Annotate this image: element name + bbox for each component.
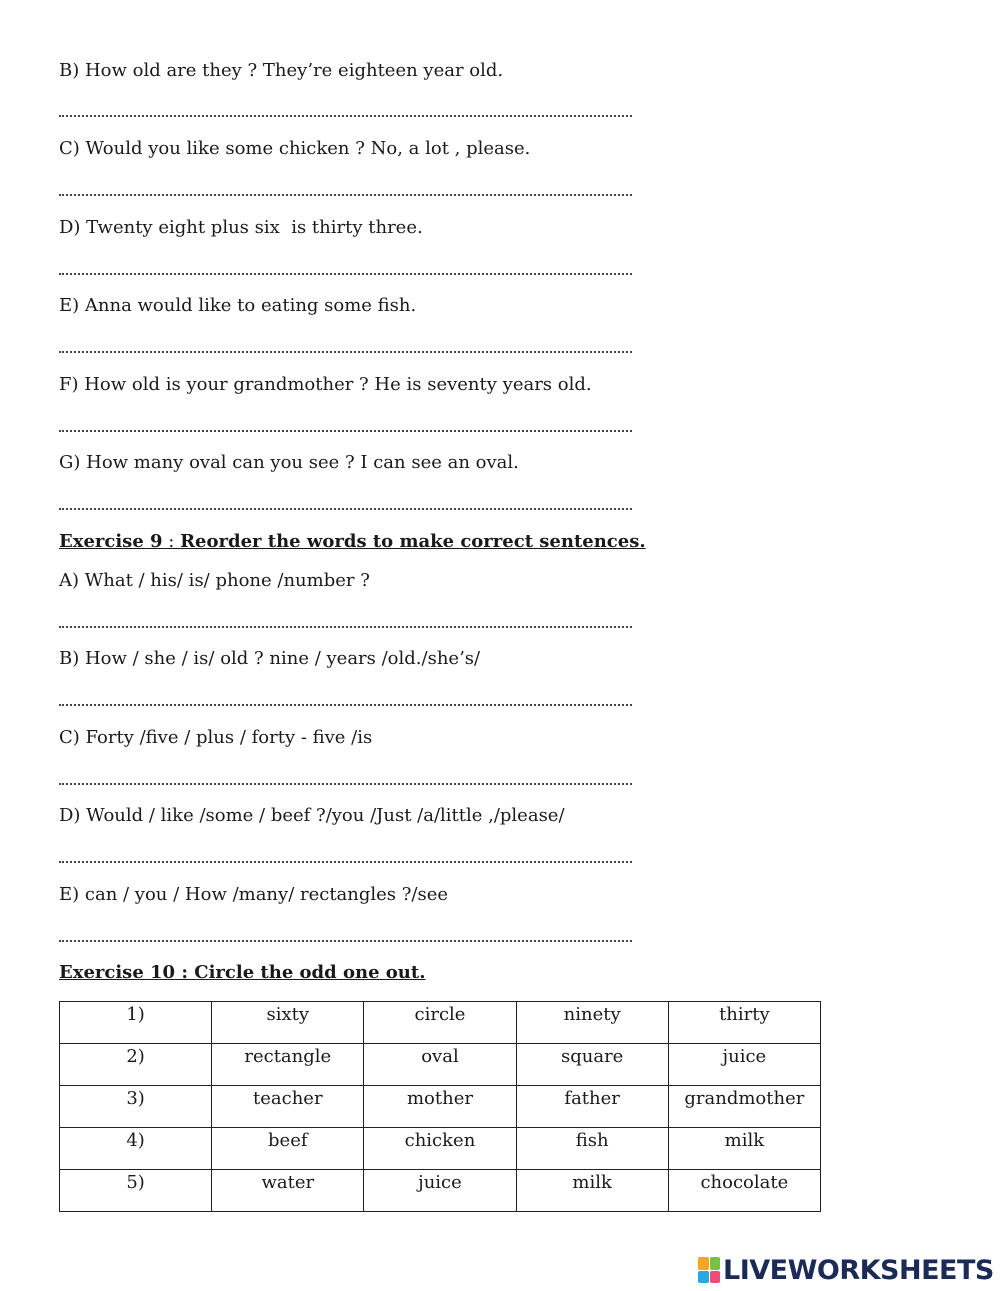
logo-tile — [710, 1257, 721, 1270]
row-number: 2) — [60, 1044, 212, 1086]
word-cell[interactable]: water — [212, 1170, 364, 1212]
sentence-g: G) How many oval can you see ? I can see an oval. — [59, 452, 519, 473]
row-number: 4) — [60, 1128, 212, 1170]
word-cell[interactable]: thirty — [668, 1002, 820, 1044]
word-cell[interactable]: mother — [364, 1086, 516, 1128]
word-cell[interactable]: rectangle — [212, 1044, 364, 1086]
reorder-b: B) How / she / is/ old ? nine / years /old./she’s/ — [59, 648, 481, 669]
word-cell[interactable]: beef — [212, 1128, 364, 1170]
exercise-9-title: Exercise 9 — [59, 531, 163, 552]
table-row — [60, 1044, 821, 1086]
answer-line[interactable] — [59, 506, 632, 510]
liveworksheets-logo[interactable] — [698, 1254, 994, 1286]
reorder-a: A) What / his/ is/ phone /number ? — [59, 570, 370, 591]
answer-line[interactable] — [59, 859, 632, 863]
answer-line[interactable] — [59, 938, 632, 942]
reorder-e: E) can / you / How /many/ rectangles ?/see — [59, 884, 449, 905]
word-cell[interactable]: teacher — [212, 1086, 364, 1128]
word-cell[interactable]: grandmother — [668, 1086, 820, 1128]
sentence-b: B) How old are they ? They’re eighteen year old. — [59, 60, 504, 81]
answer-line[interactable] — [59, 349, 632, 353]
word-cell[interactable]: fish — [516, 1128, 668, 1170]
answer-line[interactable] — [59, 113, 632, 117]
table-row — [60, 1128, 821, 1170]
answer-line[interactable] — [59, 781, 632, 785]
sentence-f: F) How old is your grandmother ? He is seventy years old. — [59, 374, 592, 395]
word-cell[interactable]: father — [516, 1086, 668, 1128]
table-row — [60, 1086, 821, 1128]
row-number: 5) — [60, 1170, 212, 1212]
odd-one-out-table — [59, 1001, 821, 1212]
reorder-c: C) Forty /five / plus / forty - five /is — [59, 727, 373, 748]
word-cell[interactable]: ninety — [516, 1002, 668, 1044]
exercise-9-heading — [59, 530, 646, 554]
exercise-10-heading: Exercise 10 : Circle the odd one out. — [59, 962, 426, 983]
table-row — [60, 1002, 821, 1044]
word-cell[interactable]: milk — [516, 1170, 668, 1212]
liveworksheets-icon — [698, 1257, 720, 1283]
word-cell[interactable]: circle — [364, 1002, 516, 1044]
reorder-d: D) Would / like /some / beef ?/you /Just /a/little ,/please/ — [59, 805, 565, 826]
table-row — [60, 1170, 821, 1212]
logo-tile — [710, 1271, 721, 1284]
sentence-d: D) Twenty eight plus six is thirty three. — [59, 217, 423, 238]
word-cell[interactable]: juice — [364, 1170, 516, 1212]
word-cell[interactable]: square — [516, 1044, 668, 1086]
logo-tile — [698, 1257, 709, 1270]
word-cell[interactable]: chocolate — [668, 1170, 820, 1212]
word-cell[interactable]: juice — [668, 1044, 820, 1086]
brand-name: LIVEWORKSHEETS — [723, 1254, 994, 1286]
word-cell[interactable]: oval — [364, 1044, 516, 1086]
word-cell[interactable]: milk — [668, 1128, 820, 1170]
word-cell[interactable]: chicken — [364, 1128, 516, 1170]
row-number: 1) — [60, 1002, 212, 1044]
logo-tile — [698, 1271, 709, 1284]
sentence-c: C) Would you like some chicken ? No, a lot , please. — [59, 138, 531, 159]
answer-line[interactable] — [59, 192, 632, 196]
word-cell[interactable]: sixty — [212, 1002, 364, 1044]
answer-line[interactable] — [59, 271, 632, 275]
sentence-e: E) Anna would like to eating some fish. — [59, 295, 417, 316]
answer-line[interactable] — [59, 702, 632, 706]
row-number: 3) — [60, 1086, 212, 1128]
exercise-9-colon: : — [162, 531, 181, 552]
exercise-9-instruction: Reorder the words to make correct sentences. — [180, 531, 646, 552]
answer-line[interactable] — [59, 428, 632, 432]
answer-line[interactable] — [59, 624, 632, 628]
